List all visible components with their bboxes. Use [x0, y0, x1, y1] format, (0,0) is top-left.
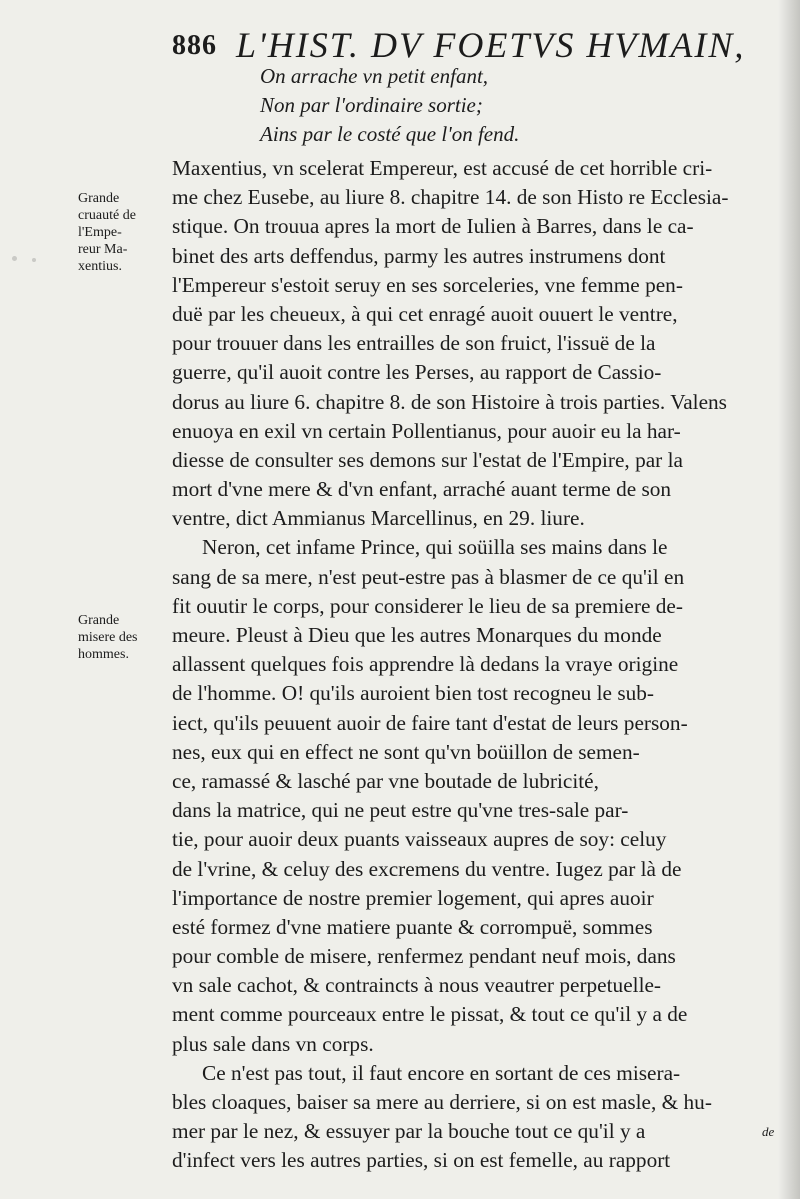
text-line: esté formez d'vne matiere puante & corrompuë, sommes	[172, 914, 653, 939]
text-line: enuoya en exil vn certain Pollentianus, pour auoir eu la har-	[172, 418, 681, 443]
verse-line: Ains par le costé que l'on fend.	[260, 122, 520, 146]
text-line: pour comble de misere, renfermez pendant neuf mois, dans	[172, 944, 676, 969]
margin-note-line: xentius.	[78, 259, 122, 274]
text-line: sang de sa mere, n'est peut-estre pas à blasmer de ce qu'il en	[172, 564, 685, 589]
verse-line: On arrache vn petit enfant,	[260, 64, 489, 88]
text-line: stique. On trouua apres la mort de Iulien à Barres, dans le ca-	[172, 214, 694, 239]
text-line: duë par les cheueux, à qui cet enragé auoit ouuert le ventre,	[172, 301, 678, 326]
text-line: Maxentius, vn scelerat Empereur, est accusé de cet horrible cri-	[172, 156, 713, 180]
margin-note-line: misere des	[78, 630, 138, 645]
text-line: iect, qu'ils peuuent auoir de faire tant d'estat de leurs person-	[172, 710, 688, 735]
margin-note-line: l'Empe-	[78, 225, 122, 240]
text-line: l'Empereur s'estoit seruy en ses sorceleries, vne femme pen-	[172, 272, 683, 297]
text-line: meure. Pleust à Dieu que les autres Monarques du monde	[172, 623, 662, 647]
verse-line: Non par l'ordinaire sortie;	[260, 93, 483, 117]
margin-note	[78, 612, 170, 663]
margin-note-line: Grande	[78, 613, 120, 628]
page-number: 886	[172, 30, 217, 61]
margin-note	[78, 190, 170, 275]
text-line: fit ouutir le corps, pour considerer le lieu de sa premiere de-	[172, 593, 683, 618]
ink-speck	[32, 258, 36, 262]
text-line: dans la matrice, qui ne peut estre qu'vne tres-sale par-	[172, 798, 629, 823]
text-line: mer par le nez, & essuyer par la bouche tout ce qu'il y a	[172, 1119, 646, 1144]
text-line: ce, ramassé & lasché par vne boutade de lubricité,	[172, 768, 599, 793]
body-text	[172, 154, 775, 1176]
text-line: d'infect vers les autres parties, si on est femelle, au rapport	[172, 1148, 671, 1173]
page-header	[172, 22, 772, 70]
text-line: Ce n'est pas tout, il faut encore en sortant de ces misera-	[202, 1060, 681, 1085]
text-line: allassent quelques fois apprendre là dedans la vraye origine	[172, 652, 679, 677]
margin-note-line: hommes.	[78, 647, 129, 662]
ink-speck	[12, 256, 17, 261]
text-line: tie, pour auoir deux puants vaisseaux aupres de soy: celuy	[172, 827, 667, 852]
text-line: me chez Eusebe, au liure 8. chapitre 14. de son Histo re Ecclesia-	[172, 185, 729, 210]
text-line: ventre, dict Ammianus Marcellinus, en 29. liure.	[172, 506, 585, 531]
margin-note-line: cruauté de	[78, 208, 136, 223]
text-line: de l'homme. O! qu'ils auroient bien tost recogneu le sub-	[172, 681, 655, 706]
text-line: diesse de consulter ses demons sur l'estat de l'Empire, par la	[172, 447, 683, 472]
text-line: l'importance de nostre premier logement, qui apres auoir	[172, 885, 654, 910]
text-line: de l'vrine, & celuy des excremens du ventre. Iugez par là de	[172, 856, 682, 881]
text-line: Neron, cet infame Prince, qui soüilla ses mains dans le	[202, 535, 668, 560]
page-edge-shadow	[778, 0, 800, 1199]
text-line: binet des arts deffendus, parmy les autres instrumens dont	[172, 243, 666, 268]
text-line: pour trouuer dans les entrailles de son fruict, l'issuë de la	[172, 331, 656, 356]
verse-block	[230, 64, 750, 151]
text-line: plus sale dans vn corps.	[172, 1031, 374, 1056]
text-line: vn sale cachot, & contraincts à nous veautrer perpetuelle-	[172, 973, 662, 998]
catch-word: de	[762, 1124, 775, 1139]
text-line: ment comme pourceaux entre le pissat, & tout ce qu'il y a de	[172, 1002, 688, 1027]
text-line: mort d'vne mere & d'vn enfant, arraché auant terme de son	[172, 477, 672, 502]
text-line: guerre, qu'il auoit contre les Perses, au rapport de Cassio-	[172, 360, 662, 385]
margin-note-line: Grande	[78, 191, 120, 206]
text-line: bles cloaques, baiser sa mere au derriere, si on est masle, & hu-	[172, 1090, 712, 1114]
text-line: nes, eux qui en effect ne sont qu'vn boüillon de semen-	[172, 739, 640, 764]
margin-note-line: reur Ma-	[78, 242, 128, 257]
running-title: L'HIST. DV FOETVS HVMAIN,	[236, 25, 746, 65]
text-line: dorus au liure 6. chapitre 8. de son Histoire à trois parties. Valens	[172, 389, 727, 414]
